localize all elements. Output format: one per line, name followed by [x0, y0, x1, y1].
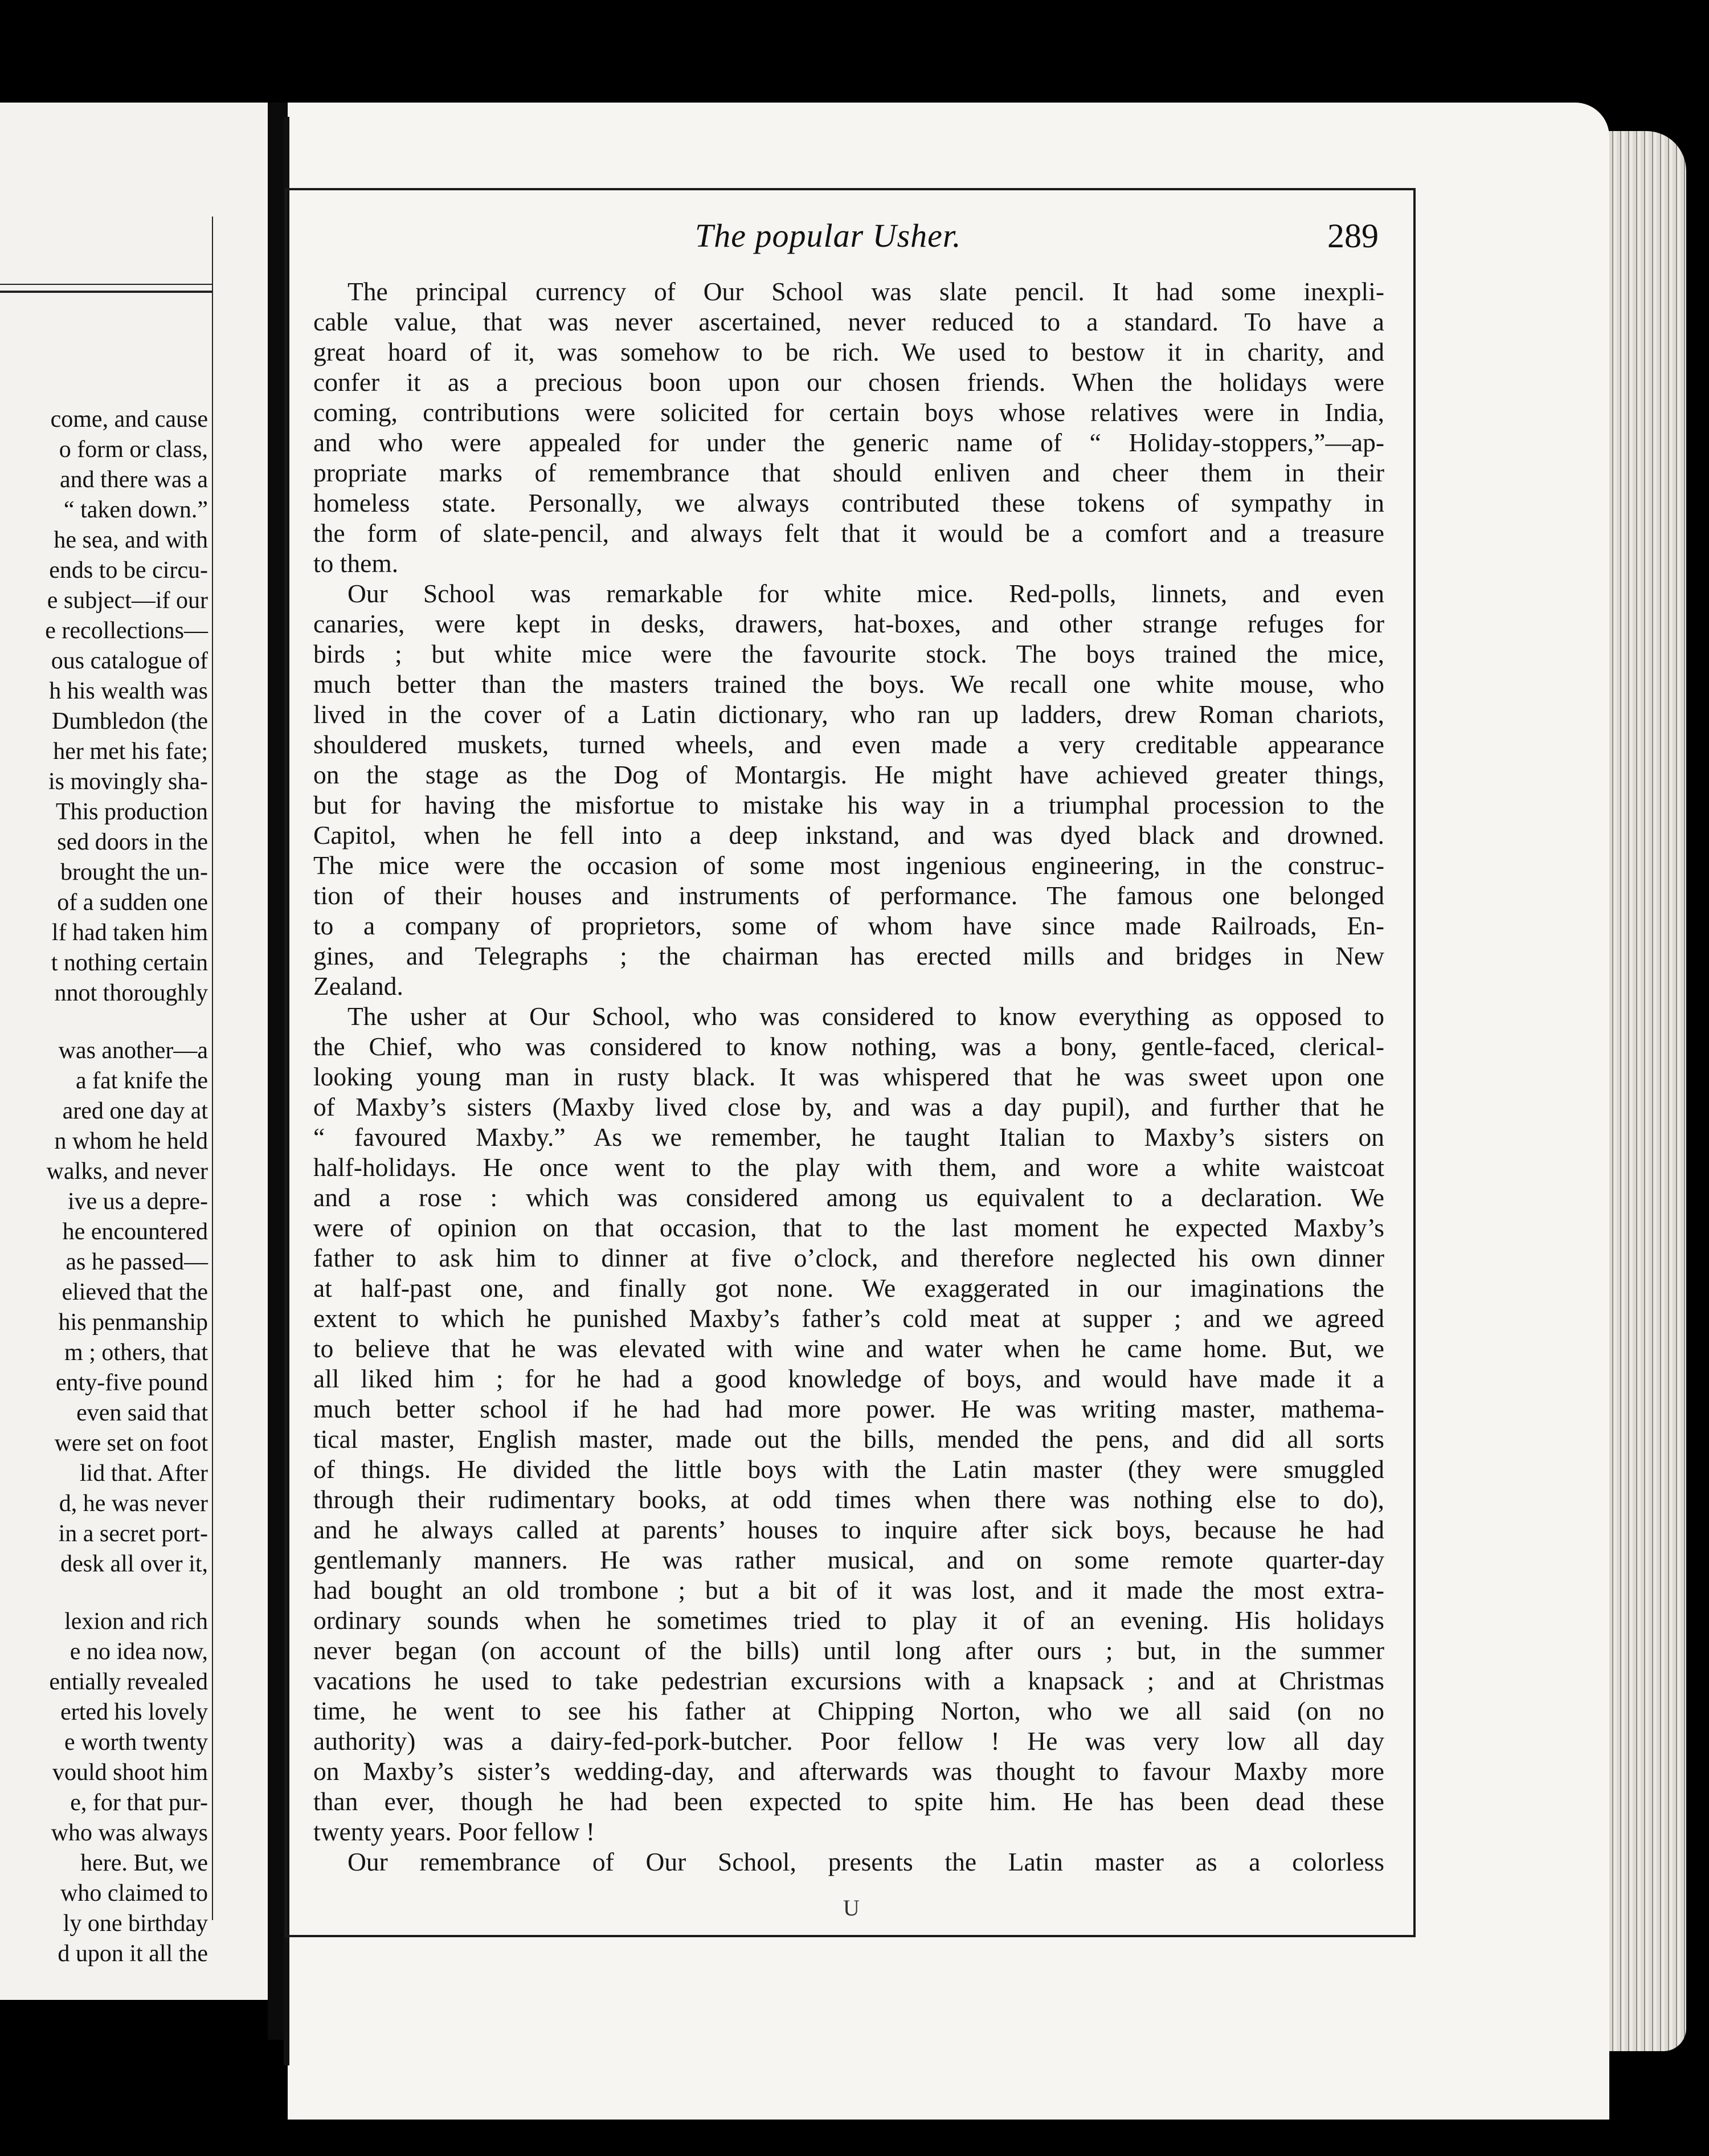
previous-page-line: entially revealed: [49, 1669, 208, 1695]
previous-page-line: elieved that the: [62, 1279, 208, 1305]
previous-page-line: erted his lovely: [60, 1699, 208, 1725]
previous-page-line: he encountered: [62, 1219, 208, 1245]
body-line: the form of slate-pencil, and always felt that it would be a comfort and a treasure: [313, 518, 1384, 548]
body-line: the Chief, who was considered to know nothing, was a bony, gentle-faced, clerical-: [313, 1032, 1384, 1061]
body-line: gines, and Telegraphs ; the chairman has erected mills and bridges in New: [313, 941, 1384, 970]
body-line: vacations he used to take pedestrian excursions with a knapsack ; and at Christmas: [313, 1666, 1384, 1695]
previous-page-line: even said that: [76, 1400, 208, 1426]
body-line: than ever, though he had been expected to spite him. He has been dead these: [313, 1787, 1384, 1816]
body-line: twenty years. Poor fellow !: [313, 1817, 595, 1846]
body-line: but for having the misfortue to mistake his way in a triumphal procession to the: [313, 790, 1384, 819]
previous-page-line: [0, 1008, 208, 1036]
body-line: tion of their houses and instruments of performance. The famous one belonged: [313, 881, 1384, 910]
previous-page-line: walks, and never: [46, 1158, 208, 1185]
previous-page-line: lf had taken him: [51, 920, 208, 946]
body-line: had bought an old trombone ; but a bit of it was lost, and it made the most extra-: [313, 1575, 1384, 1604]
body-line: coming, contributions were solicited for certain boys whose relatives were in India,: [313, 398, 1384, 427]
body-line: propriate marks of remembrance that should enliven and cheer them in their: [313, 458, 1384, 487]
body-line: The mice were the occasion of some most ingenious engineering, in the construc-: [313, 851, 1384, 880]
previous-page-line: as he passed—: [66, 1249, 208, 1275]
body-line: of things. He divided the little boys with the Latin master (they were smuggled: [313, 1455, 1384, 1484]
previous-page-line: d, he was never: [59, 1491, 208, 1517]
left-page-frame: [212, 217, 213, 1920]
body-line: of Maxby’s sisters (Maxby lived close by, and was a day pupil), and further that he: [313, 1092, 1384, 1121]
body-line: shouldered muskets, turned wheels, and even made a very creditable appearance: [313, 730, 1384, 759]
previous-page-line: ends to be circu-: [49, 557, 208, 583]
previous-page-line: lexion and rich: [64, 1608, 208, 1635]
previous-page-line: was another—a: [58, 1038, 208, 1064]
body-line: to a company of proprietors, some of whom have since made Railroads, En-: [313, 911, 1384, 940]
body-line: looking young man in rusty black. It was whispered that he was sweet upon one: [313, 1062, 1384, 1091]
body-line: ordinary sounds when he sometimes tried to play it of an evening. His holidays: [313, 1606, 1384, 1635]
body-line: extent to which he punished Maxby’s father’s cold meat at supper ; and we agreed: [313, 1304, 1384, 1333]
previous-page-line: ly one birthday: [63, 1910, 208, 1937]
previous-page-line: who claimed to: [60, 1880, 208, 1906]
previous-page-line: This production: [55, 799, 208, 825]
previous-page-line: d upon it all the: [58, 1941, 208, 1967]
previous-page-line: e worth twenty: [64, 1729, 208, 1755]
left-page-rule-thick: [0, 291, 213, 293]
body-line: homeless state. Personally, we always contributed these tokens of sympathy in: [313, 488, 1384, 517]
previous-page-line: in a secret port-: [58, 1521, 208, 1547]
body-line: and a rose : which was considered among us equivalent to a declaration. We: [313, 1183, 1384, 1212]
previous-page-line: his penmanship: [58, 1309, 208, 1336]
body-line: to them.: [313, 549, 399, 578]
previous-page-line: o form or class,: [59, 436, 208, 463]
previous-page-line: he sea, and with: [54, 527, 208, 553]
previous-page-line: lid that. After: [79, 1460, 208, 1487]
previous-page-line: m ; others, that: [64, 1340, 208, 1366]
body-line: birds ; but white mice were the favourite stock. The boys trained the mice,: [313, 639, 1384, 668]
body-line: half-holidays. He once went to the play with them, and wore a white waistcoat: [313, 1153, 1384, 1182]
page-number: 289: [1327, 217, 1379, 255]
previous-page-line: “ taken down.”: [63, 497, 208, 523]
previous-page-line: e recollections—: [45, 618, 208, 644]
running-head: The popular Usher.: [695, 217, 962, 254]
page-edges: [1601, 131, 1686, 2051]
body-line: and he always called at parents’ houses to inquire after sick boys, because he had: [313, 1515, 1384, 1544]
previous-page-text: [0, 405, 208, 1969]
body-line: time, he went to see his father at Chipping Norton, who we all said (on no: [313, 1696, 1384, 1725]
body-line: great hoard of it, was somehow to be rich. We used to bestow it in charity, and: [313, 337, 1384, 366]
previous-page-line: ous catalogue of: [51, 648, 208, 674]
previous-page-line: and there was a: [59, 467, 208, 493]
body-line: canaries, were kept in desks, drawers, hat-boxes, and other strange refuges for: [313, 609, 1384, 638]
previous-page-line: ared one day at: [62, 1098, 208, 1124]
body-line: much better school if he had had more power. He was writing master, mathema-: [313, 1394, 1384, 1423]
previous-page-line: her met his fate;: [53, 738, 208, 765]
left-page-rule: [0, 284, 213, 285]
previous-page-line: who was always: [51, 1820, 208, 1846]
previous-page: [0, 103, 268, 2000]
previous-page-line: Dumbledon (the: [51, 708, 208, 734]
body-line: “ favoured Maxby.” As we remember, he taught Italian to Maxby’s sisters on: [313, 1122, 1384, 1152]
body-line: Capitol, when he fell into a deep inkstand, and was dyed black and drowned.: [313, 820, 1384, 850]
body-line: tical master, English master, made out the bills, mended the pens, and did all sorts: [313, 1424, 1384, 1453]
body-line: all liked him ; for he had a good knowledge of boys, and would have made it a: [313, 1364, 1384, 1393]
previous-page-line: n whom he held: [54, 1128, 208, 1154]
body-line: on the stage as the Dog of Montargis. He might have achieved greater things,: [313, 760, 1384, 789]
previous-page-line: come, and cause: [50, 406, 208, 432]
body-line: through their rudimentary books, at odd times when there was nothing else to do),: [313, 1485, 1384, 1514]
body-line: Our School was remarkable for white mice. Red-polls, linnets, and even: [347, 579, 1384, 608]
previous-page-line: is movingly sha-: [48, 769, 208, 795]
previous-page-line: e, for that pur-: [70, 1790, 208, 1816]
previous-page-line: h his wealth was: [49, 678, 208, 704]
body-line: and who were appealed for under the generic name of “ Holiday-stoppers,”—ap-: [313, 428, 1384, 457]
previous-page-line: ive us a depre-: [67, 1189, 208, 1215]
body-line: much better than the masters trained the boys. We recall one white mouse, who: [313, 669, 1384, 699]
previous-page-line: sed doors in the: [57, 829, 208, 855]
body-line: at half-past one, and finally got none. We exaggerated in our imaginations the: [313, 1273, 1384, 1302]
body-line: The principal currency of Our School was slate pencil. It had some inexpli-: [347, 277, 1384, 306]
body-line: were of opinion on that occasion, that to the last moment he expected Maxby’s: [313, 1213, 1384, 1242]
page-body-text: [313, 276, 1384, 1877]
previous-page-line: enty-five pound: [55, 1370, 208, 1396]
body-line: cable value, that was never ascertained, never reduced to a standard. To have a: [313, 307, 1384, 336]
body-line: authority) was a dairy-fed-pork-butcher. Poor fellow ! He was very low all day: [313, 1726, 1384, 1755]
previous-page-line: e subject—if our: [47, 587, 208, 614]
body-line: confer it as a precious boon upon our chosen friends. When the holidays were: [313, 368, 1384, 397]
body-line: to believe that he was elevated with wine and water when he came home. But, we: [313, 1334, 1384, 1363]
previous-page-line: of a sudden one: [57, 889, 208, 916]
previous-page-line: [0, 1579, 208, 1607]
previous-page-line: here. But, we: [80, 1850, 208, 1876]
body-line: lived in the cover of a Latin dictionary, who ran up ladders, drew Roman chariots,: [313, 700, 1384, 729]
body-line: gentlemanly manners. He was rather musical, and on some remote quarter-day: [313, 1545, 1384, 1574]
previous-page-line: brought the un-: [60, 859, 208, 885]
body-line: on Maxby’s sister’s wedding-day, and afterwards was thought to favour Maxby more: [313, 1757, 1384, 1786]
body-line: Our remembrance of Our School, presents the Latin master as a colorless: [347, 1847, 1384, 1876]
previous-page-line: desk all over it,: [60, 1551, 208, 1577]
body-line: never began (on account of the bills) until long after ours ; but, in the summer: [313, 1636, 1384, 1665]
previous-page-line: a fat knife the: [75, 1068, 208, 1094]
previous-page-line: nnot thoroughly: [54, 980, 208, 1006]
previous-page-line: e no idea now,: [69, 1639, 208, 1665]
body-line: Zealand.: [313, 971, 403, 1001]
previous-page-line: t nothing certain: [51, 950, 208, 976]
signature-mark: U: [843, 1895, 860, 1921]
previous-page-line: vould shoot him: [52, 1759, 208, 1786]
body-line: father to ask him to dinner at five o’clock, and therefore neglected his own dinner: [313, 1243, 1384, 1272]
previous-page-line: were set on foot: [54, 1430, 208, 1456]
body-line: The usher at Our School, who was considered to know everything as opposed to: [347, 1002, 1384, 1031]
